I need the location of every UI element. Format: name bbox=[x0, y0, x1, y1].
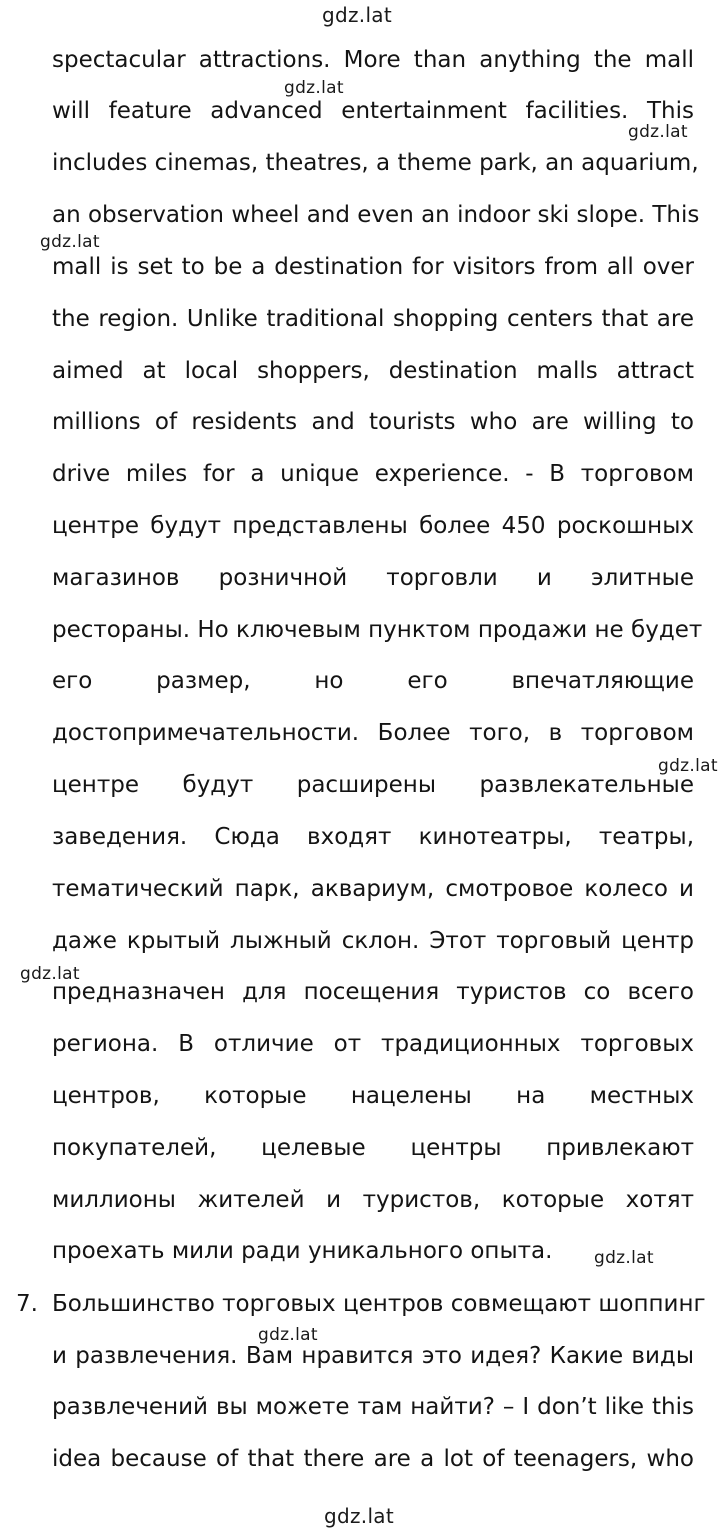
text-line: aimed at local shoppers, destination malls attract bbox=[52, 358, 694, 384]
watermark: gdz.lat bbox=[40, 232, 100, 252]
text-line: региона. В отличие от традиционных торговых bbox=[52, 1031, 694, 1057]
item-number: 7. bbox=[16, 1291, 38, 1317]
text-line: проехать мили ради уникального опыта. bbox=[52, 1238, 553, 1264]
text-line: mall is set to be a destination for visitors from all over bbox=[52, 254, 694, 280]
text-line: spectacular attractions. More than anything the mall bbox=[52, 47, 694, 73]
text-line: покупателей, целевые центры привлекают bbox=[52, 1135, 694, 1161]
watermark: gdz.lat bbox=[258, 1325, 318, 1345]
watermark: gdz.lat bbox=[658, 756, 718, 776]
text-line: и развлечения. Вам нравится это идея? Какие виды bbox=[52, 1343, 694, 1369]
watermark: gdz.lat bbox=[284, 78, 344, 98]
text-line: millions of residents and tourists who are willing to bbox=[52, 409, 694, 435]
text-line: его размер, но его впечатляющие bbox=[52, 668, 694, 694]
text-line: the region. Unlike traditional shopping centers that are bbox=[52, 306, 694, 332]
text-line: миллионы жителей и туристов, которые хотят bbox=[52, 1187, 694, 1213]
text-line: an observation wheel and even an indoor ski slope. This bbox=[52, 202, 700, 228]
text-line: рестораны. Но ключевым пунктом продажи не будет bbox=[52, 617, 703, 643]
text-line: предназначен для посещения туристов со всего bbox=[52, 979, 694, 1005]
text-line: includes cinemas, theatres, a theme park, an aquarium, bbox=[52, 150, 699, 176]
text-line: центре будут представлены более 450 роскошных bbox=[52, 513, 694, 539]
text-line: заведения. Сюда входят кинотеатры, театры, bbox=[52, 824, 694, 850]
text-line: тематический парк, аквариум, смотровое колесо и bbox=[52, 876, 694, 902]
watermark: gdz.lat bbox=[20, 964, 80, 984]
text-line: центре будут расширены развлекательные bbox=[52, 772, 694, 798]
text-line: Большинство торговых центров совмещают шоппинг bbox=[52, 1291, 706, 1317]
text-line: drive miles for a unique experience. - В торговом bbox=[52, 461, 694, 487]
text-line: достопримечательности. Более того, в торговом bbox=[52, 720, 694, 746]
text-line: центров, которые нацелены на местных bbox=[52, 1083, 694, 1109]
text-line: даже крытый лыжный склон. Этот торговый центр bbox=[52, 928, 694, 954]
text-line: магазинов розничной торговли и элитные bbox=[52, 565, 694, 591]
watermark: gdz.lat bbox=[628, 122, 688, 142]
watermark: gdz.lat bbox=[594, 1248, 654, 1268]
text-line: idea because of that there are a lot of teenagers, who bbox=[52, 1446, 694, 1472]
text-line: развлечений вы можете там найти? – I don’t like this bbox=[52, 1394, 694, 1420]
text-line: will feature advanced entertainment facilities. This bbox=[52, 98, 694, 124]
watermark-top: gdz.lat bbox=[322, 3, 393, 27]
watermark-bottom: gdz.lat bbox=[324, 1504, 395, 1528]
